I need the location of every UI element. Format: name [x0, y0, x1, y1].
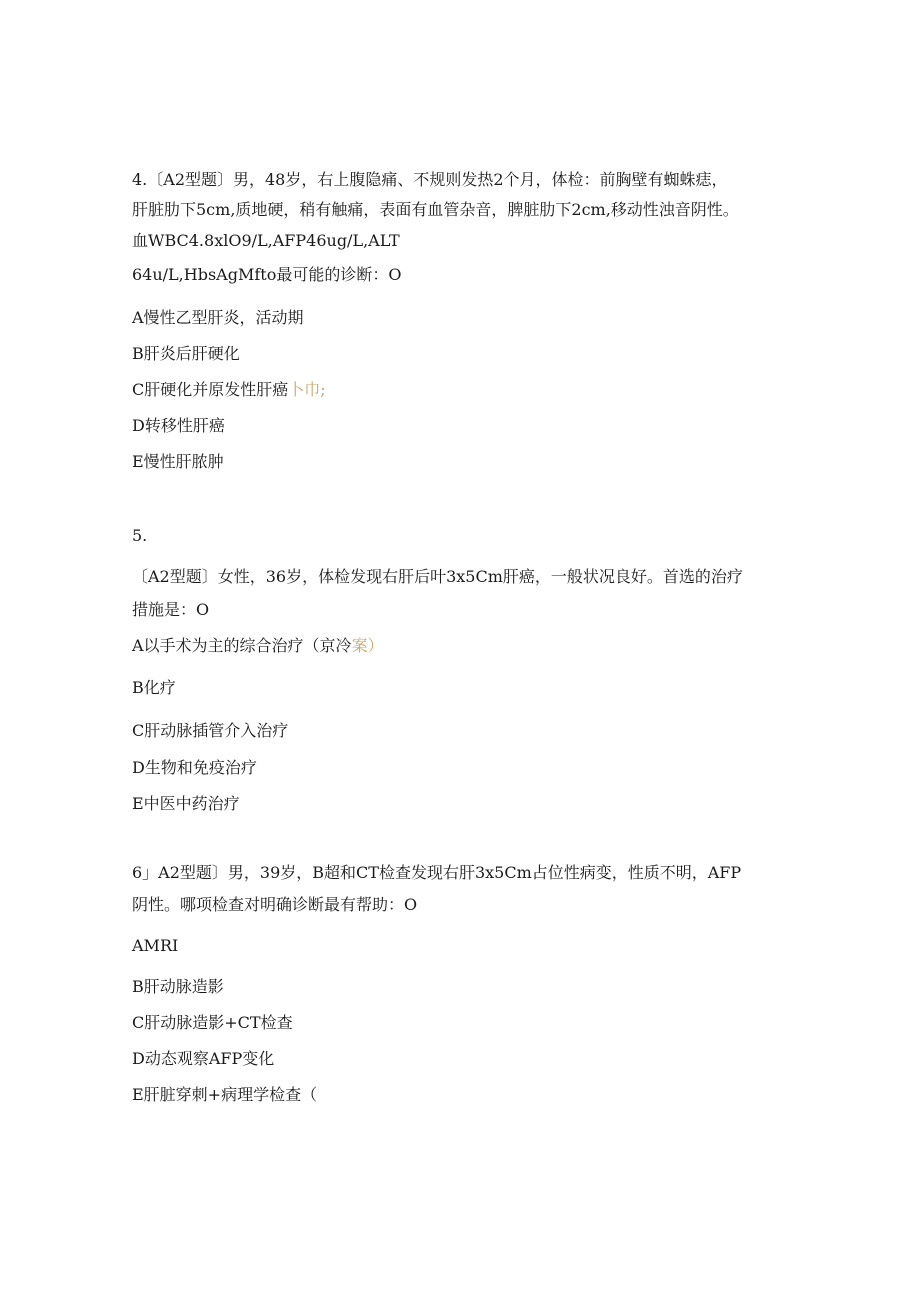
- q6-option-e: E肝脏穿刺+病理学检查（: [132, 1085, 318, 1104]
- q4-option-e: E慢性肝脓肿: [132, 452, 224, 471]
- q4-stem-line3: 血WBC4.8xlO9/L,AFP46ug/L,ALT: [132, 231, 400, 250]
- q6-stem-line2: 阴性。哪项检查对明确诊断最有帮助：O: [132, 895, 418, 914]
- q5-option-d: D生物和免疫治疗: [132, 758, 257, 777]
- q4-stem-line4: 64u/L,HbsAgMfto最可能的诊断：O: [132, 265, 402, 284]
- q6-option-d: D动态观察AFP变化: [132, 1049, 275, 1068]
- q4-option-c-text: C肝硬化并原发性肝癌: [132, 380, 289, 399]
- q5-option-a: [132, 636, 384, 656]
- q4-option-c: [132, 380, 326, 400]
- q4-option-c-mark: 卜巾;: [288, 380, 326, 399]
- q4-stem-line2: 肝脏肋下5cm,质地硬，稍有触痛，表面有血管杂音，脾脏肋下2cm,移动性浊音阴性。: [132, 200, 739, 219]
- q4-option-d: D转移性肝癌: [132, 416, 225, 435]
- q5-option-a-mark: 案）: [351, 636, 384, 655]
- q4-option-a: A慢性乙型肝炎，活动期: [132, 308, 304, 327]
- q5-option-a-text: A以手术为主的综合治疗（京冷: [132, 636, 352, 655]
- q4-stem-line1: 4.〔A2型题〕男，48岁，右上腹隐痛、不规则发热2个月，体检：前胸壁有蜘蛛痣，: [132, 170, 728, 189]
- q5-stem-line2: 措施是：O: [132, 600, 210, 619]
- q5-stem-line1: 〔A2型题〕女性，36岁，体检发现右肝后叶3x5Cm肝癌，一般状况良好。首选的治疗: [132, 567, 743, 586]
- q4-option-b: B肝炎后肝硬化: [132, 344, 240, 363]
- q5-number: 5.: [132, 526, 148, 545]
- q5-option-c: C肝动脉插管介入治疗: [132, 721, 289, 740]
- q6-option-c: C肝动脉造影+CT检查: [132, 1013, 293, 1032]
- q6-stem-line1: 6」A2型题〕男，39岁，B超和CT检查发现右肝3x5Cm占位性病变，性质不明，AFP: [132, 863, 742, 882]
- q6-option-a: AMRI: [132, 936, 179, 955]
- q5-option-b: B化疗: [132, 678, 176, 697]
- q6-option-b: B肝动脉造影: [132, 977, 224, 996]
- q5-option-e: E中医中药治疗: [132, 794, 240, 813]
